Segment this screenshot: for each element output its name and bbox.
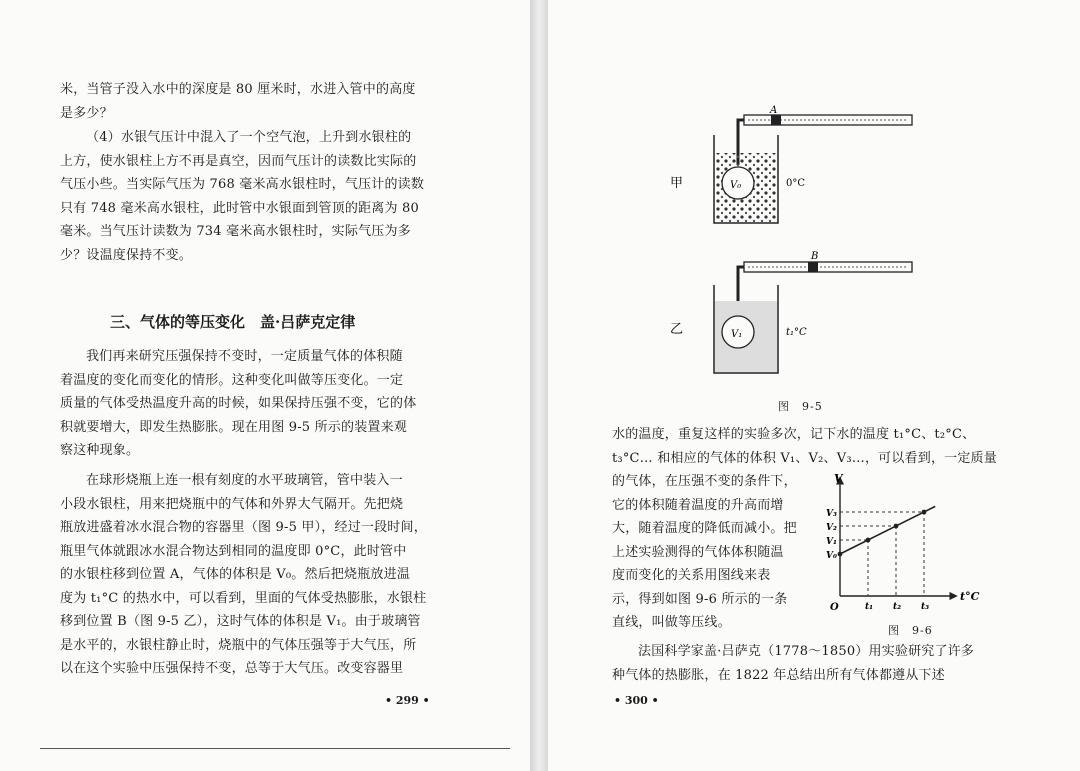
text-line: 质量的气体受热温度升高的时候，如果保持压强不变，它的体 xyxy=(60,396,417,411)
text-line: 水的温度，重复这样的实验多次，记下水的温度 t₁°C、t₂°C、 xyxy=(612,427,976,442)
text-line: 度为 t₁°C 的热水中，可以看到，里面的气体受热膨胀，水银柱 xyxy=(60,590,427,606)
apparatus-yi xyxy=(670,251,912,373)
text-line: 瓶放进盛着冰水混合物的容器里（图 9-5 甲），经过一段时间， xyxy=(60,520,427,535)
paragraph-gay-lussac xyxy=(612,640,974,687)
paragraph-continued xyxy=(612,423,997,470)
paragraph-experiment xyxy=(60,469,427,681)
text-line: 小段水银柱，用来把烧瓶中的气体和外界大气隔开。先把烧 xyxy=(60,496,404,512)
text-line: 种气体的热膨胀，在 1822 年总结出所有气体都遵从下述 xyxy=(612,667,945,683)
text-line: 的水银柱移到位置 A，气体的体积是 V₀。然后把烧瓶放进温 xyxy=(60,567,411,582)
text-line: 少？设温度保持不变。 xyxy=(60,247,193,263)
label-b: B xyxy=(811,251,819,262)
figure-9-6-caption: 图 9-6 xyxy=(888,624,933,637)
x-tick-label: t₂ xyxy=(893,602,902,612)
text-line: 我们再来研究压强保持不变时，一定质量气体的体积随 xyxy=(86,349,403,364)
right-page xyxy=(548,0,1080,771)
figure-9-5-caption: 图 9-5 xyxy=(778,400,823,413)
isobar-line xyxy=(840,506,935,554)
text-line: 是水平的，水银柱静止时，烧瓶中的气体压强等于大气压，所 xyxy=(60,637,417,653)
label-a: A xyxy=(770,105,778,116)
label-yi: 乙 xyxy=(670,322,684,337)
y-tick-label: V₂ xyxy=(826,523,837,533)
text-line: 只有 748 毫米高水银柱，此时管中水银面到管顶的距离为 80 xyxy=(60,200,419,216)
text-line: 察这种现象。 xyxy=(60,443,140,458)
origin-label: O xyxy=(830,602,839,613)
x-tick-label: t₃ xyxy=(921,602,930,612)
text-line: 瓶里气体就跟冰水混合物达到相同的温度即 0°C，此时管中 xyxy=(60,543,407,559)
text-line: 积就要增大，即发生热膨胀。现在用图 9-5 所示的装置来观 xyxy=(60,419,407,435)
section-heading: 三、气体的等压变化 盖·吕萨克定律 xyxy=(110,313,356,331)
text-line: 度而变化的关系用图线来表 xyxy=(612,568,771,583)
text-line: 以在这个实验中压强保持不变，总等于大气压。改变容器里 xyxy=(60,661,404,676)
text-line: 移到位置 B（图 9-5 乙），这时气体的体积是 V₁。由于玻璃管 xyxy=(60,614,421,629)
y-tick-label: V₀ xyxy=(826,551,837,561)
axis-label-t: t°C xyxy=(960,590,980,603)
text-line: 着温度的变化而变化的情形。这种变化叫做等压变化。一定 xyxy=(60,372,404,388)
data-point xyxy=(922,510,927,515)
label-v1: V₁ xyxy=(731,329,743,340)
data-point xyxy=(838,552,843,557)
paragraph-intro xyxy=(60,345,416,463)
text-line: t₃°C… 和相应的气体的体积 V₁、V₂、V₃…，可以看到，一定质量 xyxy=(612,450,997,466)
paragraph-exercise-continuation xyxy=(60,78,416,125)
x-tick-label: t₁ xyxy=(865,602,874,612)
page-bottom-rule xyxy=(40,748,510,749)
mercury-column-a xyxy=(771,115,781,125)
text-line: 上述实验测得的气体体积随温 xyxy=(612,544,784,560)
text-line: 上方，使水银柱上方不再是真空，因而气压计的读数比实际的 xyxy=(60,153,417,169)
mercury-column-b xyxy=(808,262,818,272)
text-line: 米，当管子没入水中的深度是 80 厘米时，水进入管中的高度 xyxy=(60,82,416,97)
text-line: 气压小些。当实际气压为 768 毫米高水银柱时，气压计的读数 xyxy=(60,177,425,192)
paragraph-exercise-4 xyxy=(60,126,424,267)
figure-9-5 xyxy=(668,95,988,395)
text-line: 示，得到如图 9-6 所示的一条 xyxy=(612,591,788,607)
apparatus-jia xyxy=(670,105,912,223)
y-tick-label: V₃ xyxy=(826,509,837,519)
text-line: 毫米。当气压计读数为 734 毫米高水银柱时，实际气压为多 xyxy=(60,224,411,239)
label-jia: 甲 xyxy=(670,176,684,191)
left-page xyxy=(0,0,530,771)
axis-label-v: V xyxy=(834,472,843,485)
text-line: 是多少？ xyxy=(60,105,113,121)
figure-9-6-chart xyxy=(826,470,1016,618)
text-line: 它的体积随着温度的升高而增 xyxy=(612,497,784,513)
text-line: 法国科学家盖·吕萨克（1778～1850）用实验研究了许多 xyxy=(638,644,975,659)
y-tick-label: V₁ xyxy=(826,537,837,547)
data-point xyxy=(866,538,871,543)
text-line: 的气体，在压强不变的条件下， xyxy=(612,474,797,489)
page-number: • 299 • xyxy=(385,694,430,707)
page-number: • 300 • xyxy=(614,694,659,707)
text-line: 大，随着温度的降低而减小。把 xyxy=(612,521,797,536)
data-point xyxy=(894,524,899,529)
paragraph-beside-chart xyxy=(612,470,797,635)
book-gutter xyxy=(530,0,548,771)
text-line: 在球形烧瓶上连一根有刻度的水平玻璃管，管中装入一 xyxy=(86,473,403,488)
label-temp-0: 0°C xyxy=(786,178,806,189)
text-line: （4）水银气压计中混入了一个空气泡，上升到水银柱的 xyxy=(86,130,412,145)
label-v0: V₀ xyxy=(730,180,742,191)
text-line: 直线，叫做等压线。 xyxy=(612,615,731,630)
label-temp-t1: t₁°C xyxy=(786,327,807,338)
